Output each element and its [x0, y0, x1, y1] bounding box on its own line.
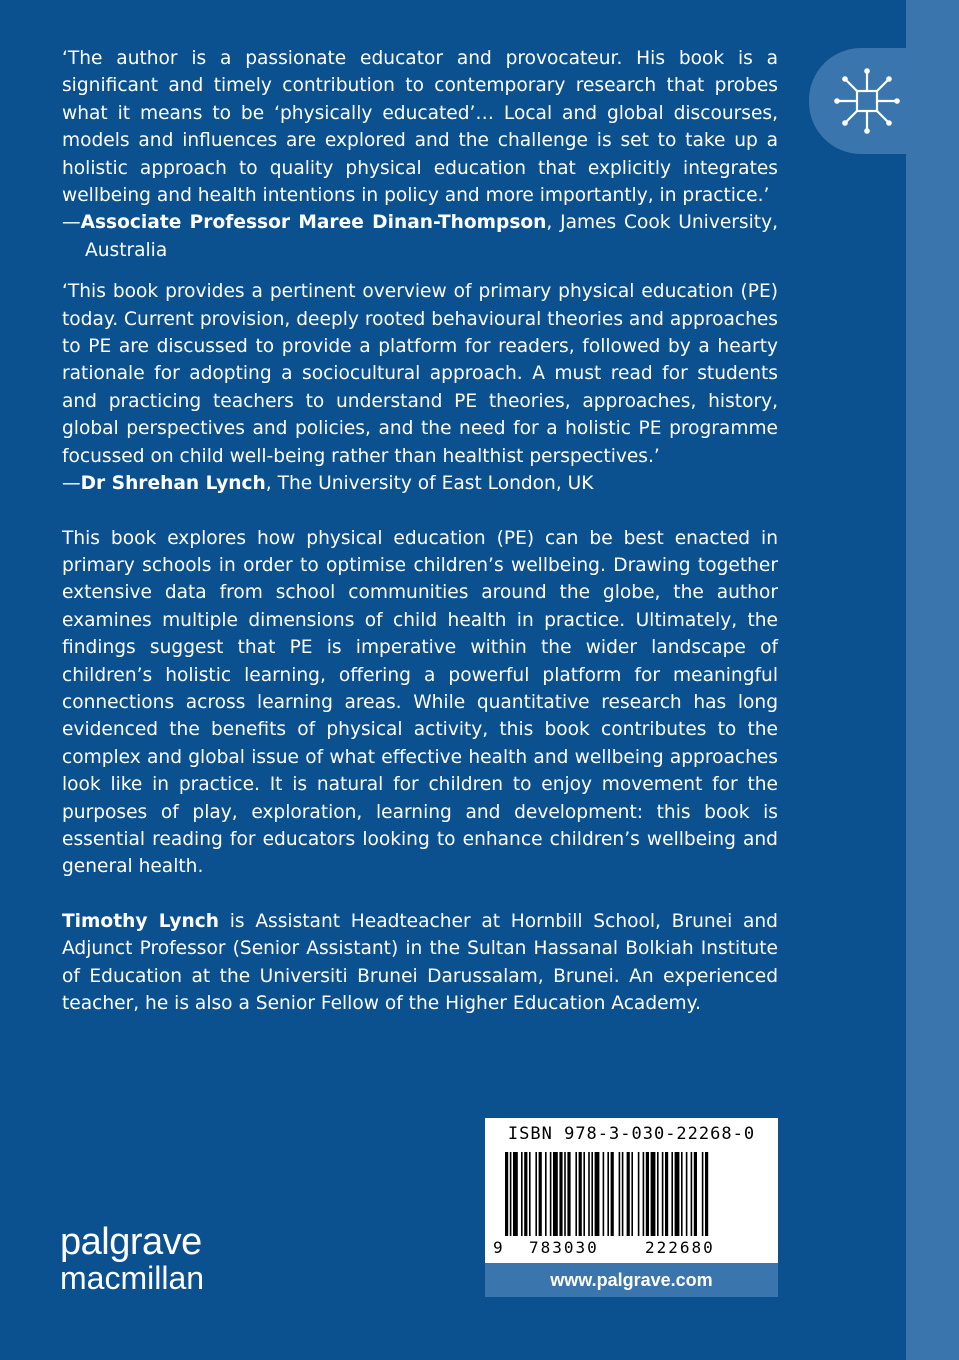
- quote-2-author: Dr Shrehan Lynch: [80, 473, 266, 495]
- publisher-logo-line1: palgrave: [60, 1221, 202, 1263]
- quote-1-author: Associate Professor Maree Dinan-Thompson: [80, 212, 547, 234]
- spine-strip: [906, 0, 959, 1360]
- author-bio: [62, 908, 778, 1018]
- author-bio-text: is Assistant Headteacher at Hornbill School, Brunei and Adjunct Professor (Senior Assistant) in the Sultan Hassanal Bolkiah Institute of Education at the Universiti Brunei Darussalam, Brunei. An experienced teacher, he is also a Senior Fellow of the Higher Education Academy.: [62, 910, 778, 1014]
- quote-1-text: ‘The author is a passionate educator and provocateur. His book is a significant and timely contribution to contemporary research that probes what it means to be ‘physically educated’… Local and global discourses, models and influences are explored and the challenge is set to take up a holistic approach to quality physical education that explicitly integrates wellbeing and health intentions in policy and more importantly, in practice.’: [62, 48, 778, 207]
- barcode-digit-group-2: 222680: [645, 1238, 715, 1257]
- isbn-label: ISBN 978-3-030-22268-0: [507, 1124, 756, 1144]
- barcode-digit-lead: 9: [493, 1238, 505, 1257]
- quote-2-text: ‘This book provides a pertinent overview of primary physical education (PE) today. Current provision, deeply rooted behavioural theories and approaches to PE are discussed to provide a platform for readers, followed by a hearty rationale for adopting a sociocultural approach. A must read for students and practicing teachers to understand PE theories, approaches, history, global perspectives and policies, and the need for a holistic PE programme focussed on child well-being rather than healthist perspectives.’: [62, 281, 778, 467]
- logo-tab: [809, 48, 906, 154]
- network-logo-icon: [827, 61, 907, 141]
- publisher-logo-line2: macmillan: [60, 1260, 205, 1296]
- quote-1-dash: —: [62, 212, 81, 234]
- author-bio-name: Timothy Lynch: [62, 910, 219, 932]
- publisher-website[interactable]: www.palgrave.com: [485, 1263, 778, 1297]
- barcode-bars: [505, 1152, 758, 1242]
- publisher-logo: [60, 1221, 205, 1296]
- quote-2-dash: —: [62, 473, 81, 495]
- back-cover-text: [62, 45, 778, 1017]
- quote-2-attribution: [62, 470, 778, 497]
- quote-2-affiliation: , The University of East London, UK: [265, 473, 594, 495]
- book-description: This book explores how physical education (PE) can be best enacted in primary schools in order to optimise children’s wellbeing. Drawing together extensive data from school communities around the globe, the author examines multiple dimensions of child health in practice. Ultimately, the findings suggest that PE is imperative within the wider landscape of children’s holistic learning, offering a powerful platform for meaningful connections across learning areas. While quantitative research has long evidenced the benefits of physical activity, this book contributes to the complex and global issue of what effective health and wellbeing approaches look like in practice. It is natural for children to enjoy movement for the purposes of play, exploration, learning and development: this book is essential reading for educators looking to enhance children’s wellbeing and general health.: [62, 527, 778, 878]
- barcode-digit-group-1: 783030: [529, 1238, 599, 1257]
- quote-1-attribution: [62, 209, 778, 264]
- isbn-barcode: [485, 1118, 778, 1263]
- quote-1-affiliation: , James Cook University, Australia: [85, 212, 778, 261]
